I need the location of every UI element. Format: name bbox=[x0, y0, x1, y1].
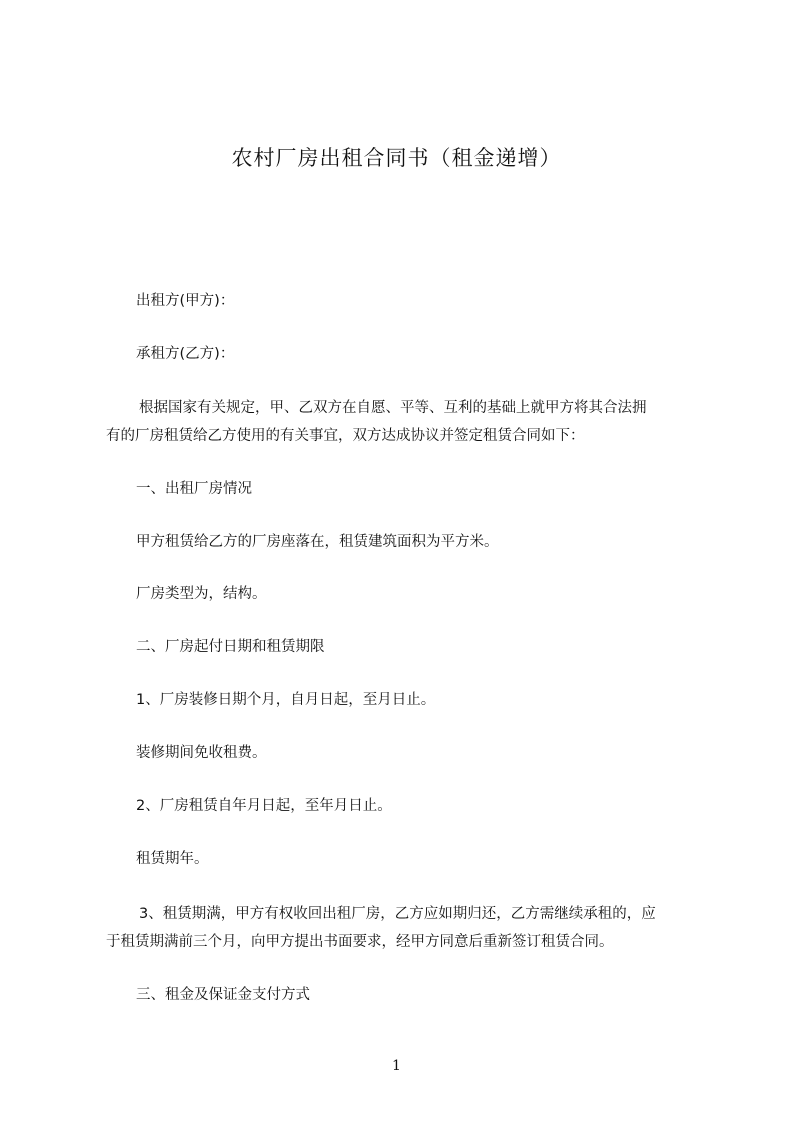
section-2-paragraph-2: 装修期间免收租费。 bbox=[136, 745, 267, 761]
page-number: 1 bbox=[392, 1058, 401, 1074]
intro-line-1: 根据国家有关规定，甲、乙双方在自愿、平等、互利的基础上就甲方将其合法拥 bbox=[139, 400, 647, 416]
section-2-paragraph-3: 2、厂房租赁自年月日起，至年月日止。 bbox=[136, 798, 392, 814]
section-3-heading: 三、租金及保证金支付方式 bbox=[136, 987, 310, 1003]
lessor-line: 出租方(甲方)： bbox=[136, 293, 235, 309]
section-2-heading: 二、厂房起付日期和租赁期限 bbox=[136, 639, 325, 655]
intro-line-2: 有的厂房租赁给乙方使用的有关事宜，双方达成协议并签定租赁合同如下： bbox=[106, 428, 585, 444]
section-2-paragraph-4: 租赁期年。 bbox=[136, 851, 209, 867]
section-1-heading: 一、出租厂房情况 bbox=[136, 481, 252, 497]
lessee-line: 承租方(乙方)： bbox=[136, 346, 235, 362]
section-1-paragraph-2: 厂房类型为，结构。 bbox=[136, 586, 267, 602]
section-2-paragraph-5-line-1: 3、租赁期满，甲方有权收回出租厂房，乙方应如期归还，乙方需继续承租的，应 bbox=[139, 906, 656, 922]
intro-paragraph bbox=[106, 394, 706, 450]
section-2-paragraph-1: 1、厂房装修日期个月，自月日起，至月日止。 bbox=[136, 692, 436, 708]
section-2-paragraph-5-line-2: 于租赁期满前三个月，向甲方提出书面要求，经甲方同意后重新签订租赁合同。 bbox=[106, 934, 614, 950]
section-1-paragraph-1: 甲方租赁给乙方的厂房座落在，租赁建筑面积为平方米。 bbox=[136, 534, 499, 550]
section-2-paragraph-5 bbox=[106, 900, 706, 956]
document-title: 农村厂房出租合同书（租金递增） bbox=[231, 146, 562, 170]
